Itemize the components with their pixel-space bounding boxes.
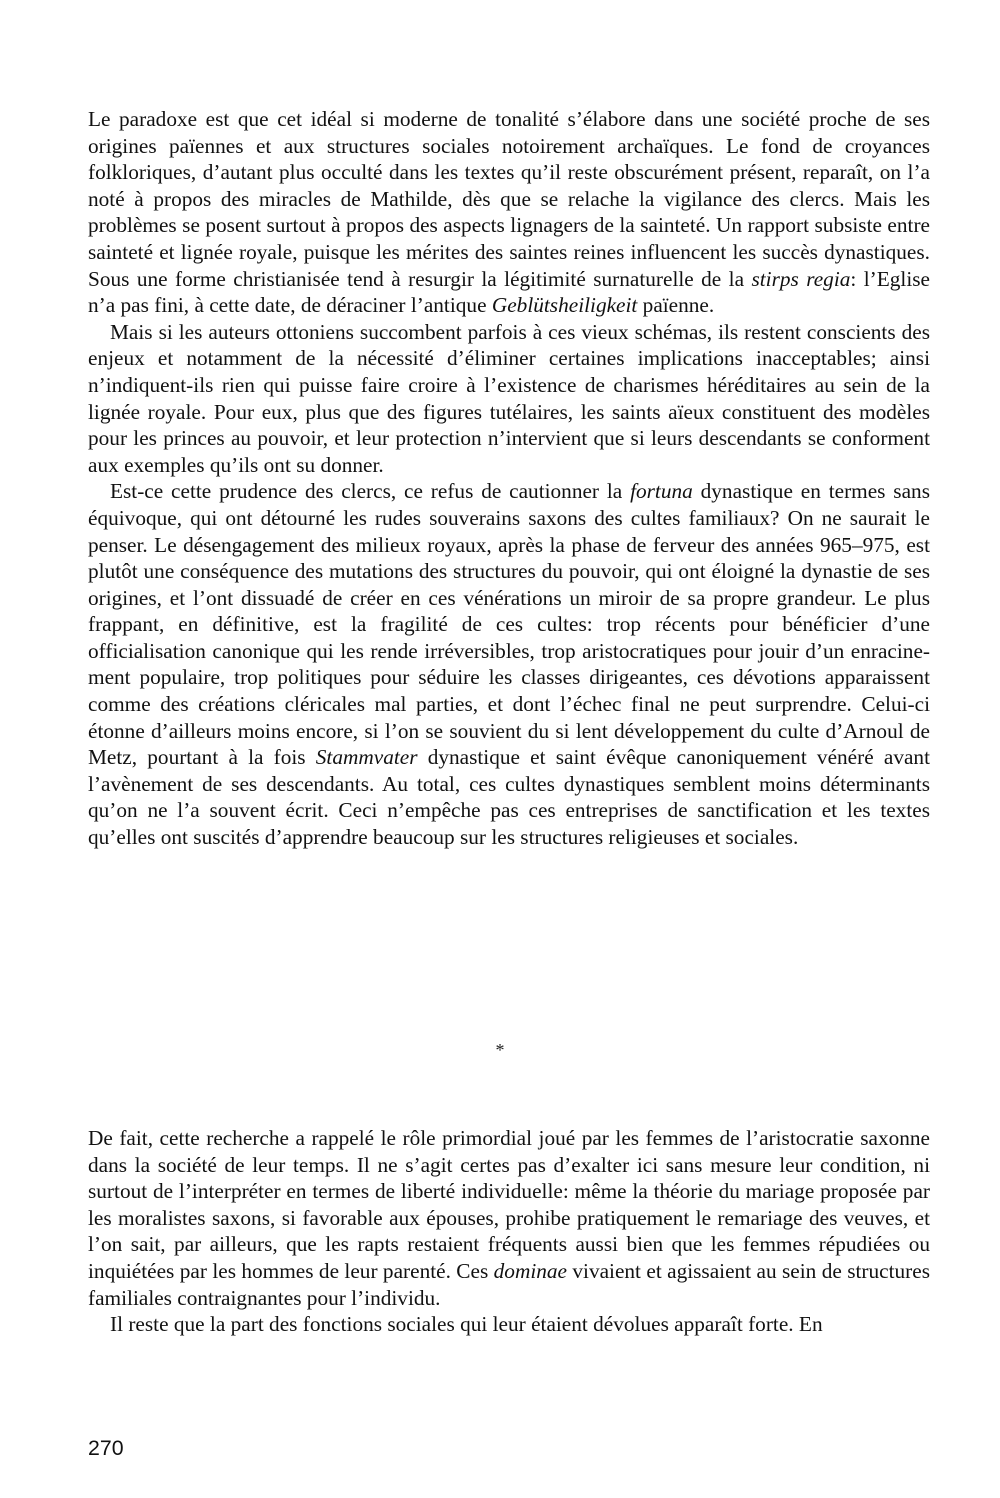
text-run: dynastique et saint évêque canoniquement vénéré avant l’avènement de ses descendants. Au total, ces cultes dynastiques semblent moins déterminants qu’on ne l’a souvent écrit. Ceci n’empêche pas ces entreprises de sanctification et les textes qu’elles ont suscités d’apprendre beaucoup sur les structures religieuses et sociales.: [88, 745, 930, 850]
italic-term: stirps regia: [751, 266, 851, 291]
text-run: De fait, cette recherche a rappelé le rôle primordial joué par les femmes de l’aristocratie saxonne dans la société de leur temps. Il ne s’agit certes pas d’exalter ici sans mesure leur condition, ni surtout de l’interpréter en termes de liberté individuelle: même la théorie du mariage proposée par les moralistes saxons, si favorable aux épouses, prohibe pratiquement le remariage des veuves, et l’on sait, par ailleurs, que les rapts restaient fréquents aussi bien que les femmes répudiées ou inquiétées par les hommes de leur parenté. Ces: [88, 1126, 930, 1283]
text-run: Le paradoxe est que cet idéal si moderne de tonalité s’élabore dans une société proche de ses origines païennes et aux structures sociales notoirement archaïques. Le fond de croyances folkloriques, d’autant plus occulté dans les textes qu’il reste obscurément présent, reparaît, on l’a noté à propos des miracles de Mathilde, dès que se relache la vigilance des clercs. Mais les problèmes se posent surtout à propos des aspects lignagers de la sainteté. Un rapport subsiste entre sainteté et lignée royale, puisque les mérites des saintes reines influencent les succès dynastiques. Sous une forme christianisée tend à resurgir la légitimité surnaturelle de la: [88, 107, 930, 291]
paragraph: [88, 478, 930, 850]
italic-term: Geblütsheiligkeit: [491, 293, 638, 318]
text-run: Est-ce cette prudence des clercs, ce refus de cautionner la: [110, 479, 631, 504]
paragraph: [88, 1125, 930, 1311]
body-text-section-1: [88, 106, 930, 851]
paragraph: Il reste que la part des fonctions sociales qui leur étaient dévolues apparaît forte. En: [110, 1312, 823, 1337]
italic-term: Stammvater: [315, 745, 418, 770]
body-text-section-2: [88, 1125, 930, 1338]
paragraph: Mais si les auteurs ottoniens succombent parfois à ces vieux schémas, ils restent conscients des enjeux et notamment de la nécessité d’éliminer certaines implications inacceptables; ainsi n’indiquent-ils rien qui puisse faire croire à l’existence de charismes héréditaires au sein de la lignée royale. Pour eux, plus que des figures tutélaires, les saints aïeux constituent des modèles pour les princes au pouvoir, et leur protection n’intervient que si leurs descendants se conforment aux exemples qu’ils ont su donner.: [88, 319, 930, 477]
page-number: 270: [88, 1436, 124, 1460]
text-run: païenne.: [637, 293, 715, 318]
section-separator: *: [495, 1040, 505, 1060]
paragraph: [88, 106, 930, 319]
italic-term: fortuna: [630, 479, 693, 504]
text-run: dynastique en termes sans équivoque, qui ont détourné les rudes souverains saxons des cultes familiaux? On ne saurait le penser. Le désengagement des milieux royaux, après la phase de ferveur des années 965–975, est plutôt une conséquence des mutations des structures du pouvoir, qui ont éloigné la dynastie de ses origines, et l’ont dissuadé de créer en ces vénérations un miroir de sa propre grandeur. Le plus frappant, en définitive, est la fragilité de ces cultes: trop récents pour bénéficier d’une officialisation canonique qui les rende irréversibles, trop aristocratiques pour jouir d’un enracinement populaire, trop politiques pour séduire les classes dirigeantes, ces dévotions apparaissent comme des créations cléricales mal parties, et dont l’échec final ne peut surprendre. Celui-ci étonne d’ailleurs moins encore, si l’on se souvient du si lent développement du culte d’Arnoul de Metz, pourtant à la fois: [88, 479, 930, 770]
text-run: : l’Eglise n’a pas fini, à cette date, de déraciner l’antique: [88, 266, 930, 318]
italic-term: dominae: [493, 1258, 567, 1283]
text-run: vivaient et agissaient au sein de structures familiales contraignantes pour l’individu.: [88, 1258, 930, 1310]
